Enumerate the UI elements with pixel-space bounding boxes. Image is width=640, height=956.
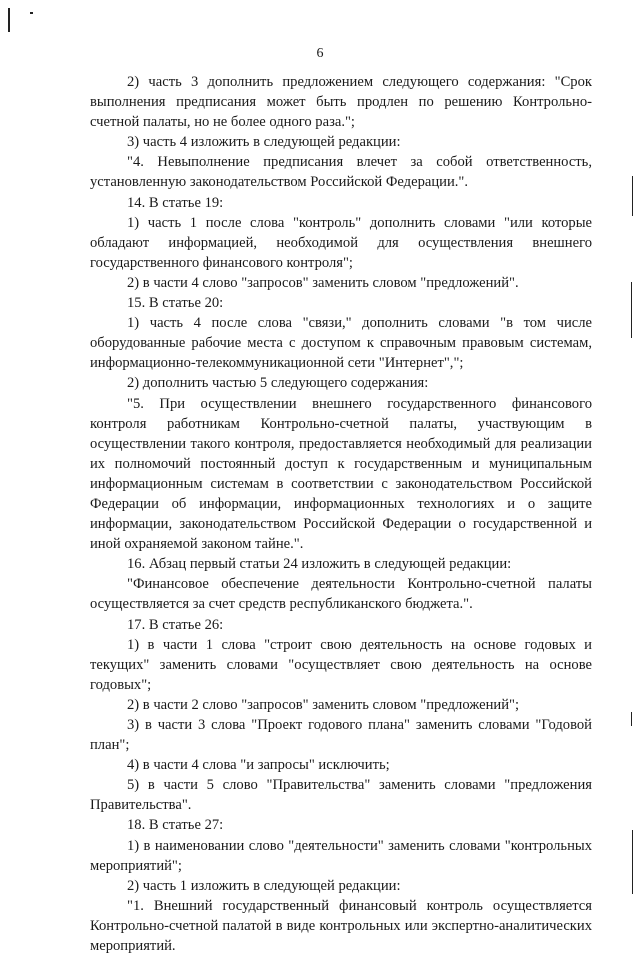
paragraph: 1) часть 4 после слова "связи," дополнить словами "в том числе оборудованные рабочие места с доступом к справочным правовым системам, информационно-телекоммуникационной сети "Интернет",";: [90, 315, 592, 372]
paragraph: 2) дополнить частью 5 следующего содержания:: [127, 375, 429, 392]
paragraph: "5. При осуществлении внешнего государственного финансового контроля работникам Контрольно-счетной палаты, участвующим в осуществлении такого контроля, предоставляется необходимый для реализации их полномочий постоянный доступ к государственным и муниципальным информационным системам в соответствии с законодательством Российской Федерации об информации, информационных технологиях и о защите информации, законодательством Российской Федерации о государственной и иной охраняемой законом тайне.".: [90, 395, 592, 553]
document-body: [90, 72, 592, 956]
paragraph: 14. В статье 19:: [127, 194, 224, 211]
scan-edge-mark-top-left: [8, 8, 10, 32]
paragraph: "Финансовое обеспечение деятельности Контрольно-счетной палаты осуществляется за счет средств республиканского бюджета.".: [90, 576, 592, 613]
paragraph: 1) часть 1 после слова "контроль" дополнить словами "или которые обладают информацией, необходимой для осуществления внешнего государственного финансового контроля";: [90, 214, 592, 271]
paragraph: 5) в части 5 слово "Правительства" заменить словами "предложения Правительства".: [90, 777, 592, 814]
scan-edge-mark-right-middle: [631, 282, 632, 338]
scan-dot-top-left: [30, 12, 33, 14]
paragraph: 1) в части 1 слова "строит свою деятельность на основе годовых и текущих" заменить словами "осуществляет свою деятельность на основе годовых";: [90, 636, 592, 693]
paragraph: 16. Абзац первый статьи 24 изложить в следующей редакции:: [127, 556, 512, 573]
paragraph: 2) часть 3 дополнить предложением следующего содержания: "Срок выполнения предписания может быть продлен по решению Контрольно-счетной палаты, но не более одного раза.";: [90, 74, 592, 131]
paragraph: 2) в части 4 слово "запросов" заменить словом "предложений".: [127, 274, 519, 291]
scan-edge-mark-right-lower: [631, 712, 632, 726]
paragraph: 3) часть 4 изложить в следующей редакции:: [127, 134, 401, 151]
paragraph: 2) в части 2 слово "запросов" заменить словом "предложений";: [127, 696, 520, 713]
paragraph: "4. Невыполнение предписания влечет за собой ответственность, установленную законодательством Российской Федерации.".: [90, 154, 592, 191]
page-number: 6: [316, 46, 324, 61]
paragraph: 3) в части 3 слова "Проект годового плана" заменить словами "Годовой план";: [90, 717, 592, 754]
paragraph: 17. В статье 26:: [127, 616, 224, 633]
paragraph: 2) часть 1 изложить в следующей редакции:: [127, 877, 401, 894]
scan-edge-mark-right-upper: [632, 176, 633, 216]
paragraph: "1. Внешний государственный финансовый контроль осуществляется Контрольно-счетной палатой в виде контрольных или экспертно-аналитических мероприятий.: [90, 897, 592, 955]
paragraph: 15. В статье 20:: [127, 295, 224, 312]
scan-edge-mark-right-bottom: [632, 830, 633, 894]
paragraph: 18. В статье 27:: [127, 817, 224, 834]
paragraph: 1) в наименовании слово "деятельности" заменить словами "контрольных мероприятий";: [90, 837, 592, 874]
paragraph: 4) в части 4 слова "и запросы" исключить;: [127, 757, 390, 774]
